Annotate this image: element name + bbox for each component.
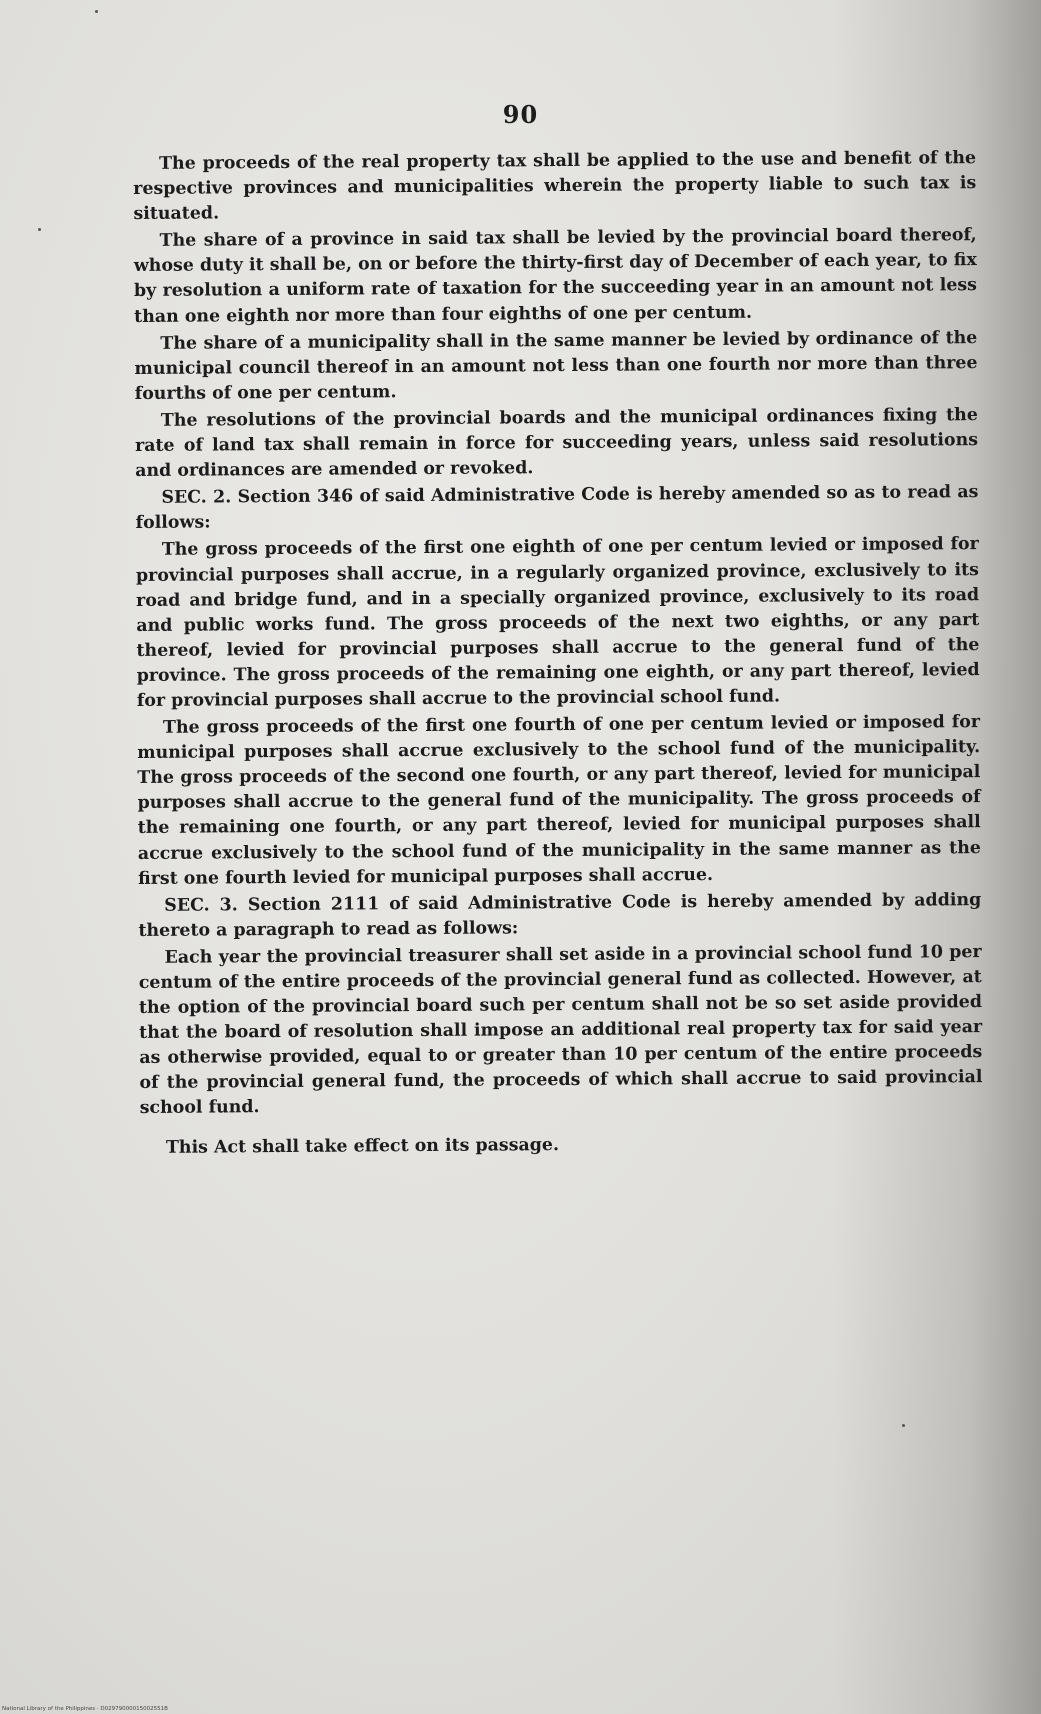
paragraph-resolutions-in-force: The resolutions of the provincial boards and the municipal ordinances fixing the rate of land tax shall remain in force for succeeding years, unless said resolutions and ordinances are amended or revoked. — [134, 405, 979, 482]
paragraph-municipality-share: The share of a municipality shall in the same manner be levied by ordinance of the municipal council thereof in an amount not less than one fourth nor more than three fourths of one per centum. — [134, 327, 978, 404]
scan-speck — [38, 228, 41, 231]
scan-footer-note: National Library of the Philippines · D02979000015002551B — [2, 1706, 168, 1712]
scan-speck — [902, 1424, 905, 1427]
paragraph-provincial-proceeds: The gross proceeds of the first one eighth of one per centum levied or imposed for provincial purposes shall accrue, in a regularly organized province, exclusively to its road and bridge fund, and in a specially organized province, exclusively to its road and public works fund. The gross proceeds of the next two eighths, or any part thereof, levied for provincial purposes shall accrue to the general fund of the province. The gross proceeds of the remaining one eighth, or any part thereof, levied for provincial purposes shall accrue to the provincial school fund. — [135, 534, 980, 711]
paragraph-section-3: SEC. 3. Section 2111 of said Administrative Code is hereby amended by adding thereto a paragraph to read as follows: — [138, 889, 982, 941]
paragraph-proceeds-applied: The proceeds of the real property tax shall be applied to the use and benefit of the respective provinces and municipalities wherein the property liable to such tax is situated. — [133, 148, 977, 225]
scan-speck — [95, 10, 98, 13]
paragraph-municipal-proceeds: The gross proceeds of the first one fourth of one per centum levied or imposed for municipal purposes shall accrue exclusively to the school fund of the municipality. The gross proceeds of the second one fourth, or any part thereof, levied for municipal purposes shall accrue to the general fund of the municipality. The gross proceeds of the remaining one fourth, or any part thereof, levied for municipal purposes shall accrue exclusively to the school fund of the municipality in the same manner as the first one fourth levied for municipal purposes shall accrue. — [137, 712, 981, 889]
page-number: 90 — [502, 100, 539, 129]
paragraph-effectivity: This Act shall take effect on its passage. — [165, 1134, 560, 1158]
paragraph-school-fund: Each year the provincial treasurer shall set aside in a provincial school fund 10 per centum of the entire proceeds of the provincial general fund as collected. However, at the option of the provincial board such per centum shall not be so set aside provided that the board of resolution shall impose an additional real property tax for said year as otherwise provided, equal to or greater than 10 per centum of the entire proceeds of the provincial general fund, the proceeds of which shall accrue to said provincial school fund. — [138, 942, 983, 1119]
document-body — [133, 146, 983, 1163]
paragraph-section-2: SEC. 2. Section 346 of said Administrative Code is hereby amended so as to read as follows: — [135, 482, 979, 534]
paragraph-province-share: The share of a province in said tax shall be levied by the provincial board thereof, whose duty it shall be, on or before the thirty-first day of December of each year, to fix by resolution a uniform rate of taxation for the succeeding year in an amount not less than one eighth nor more than four eighths of one per centum. — [133, 225, 978, 327]
